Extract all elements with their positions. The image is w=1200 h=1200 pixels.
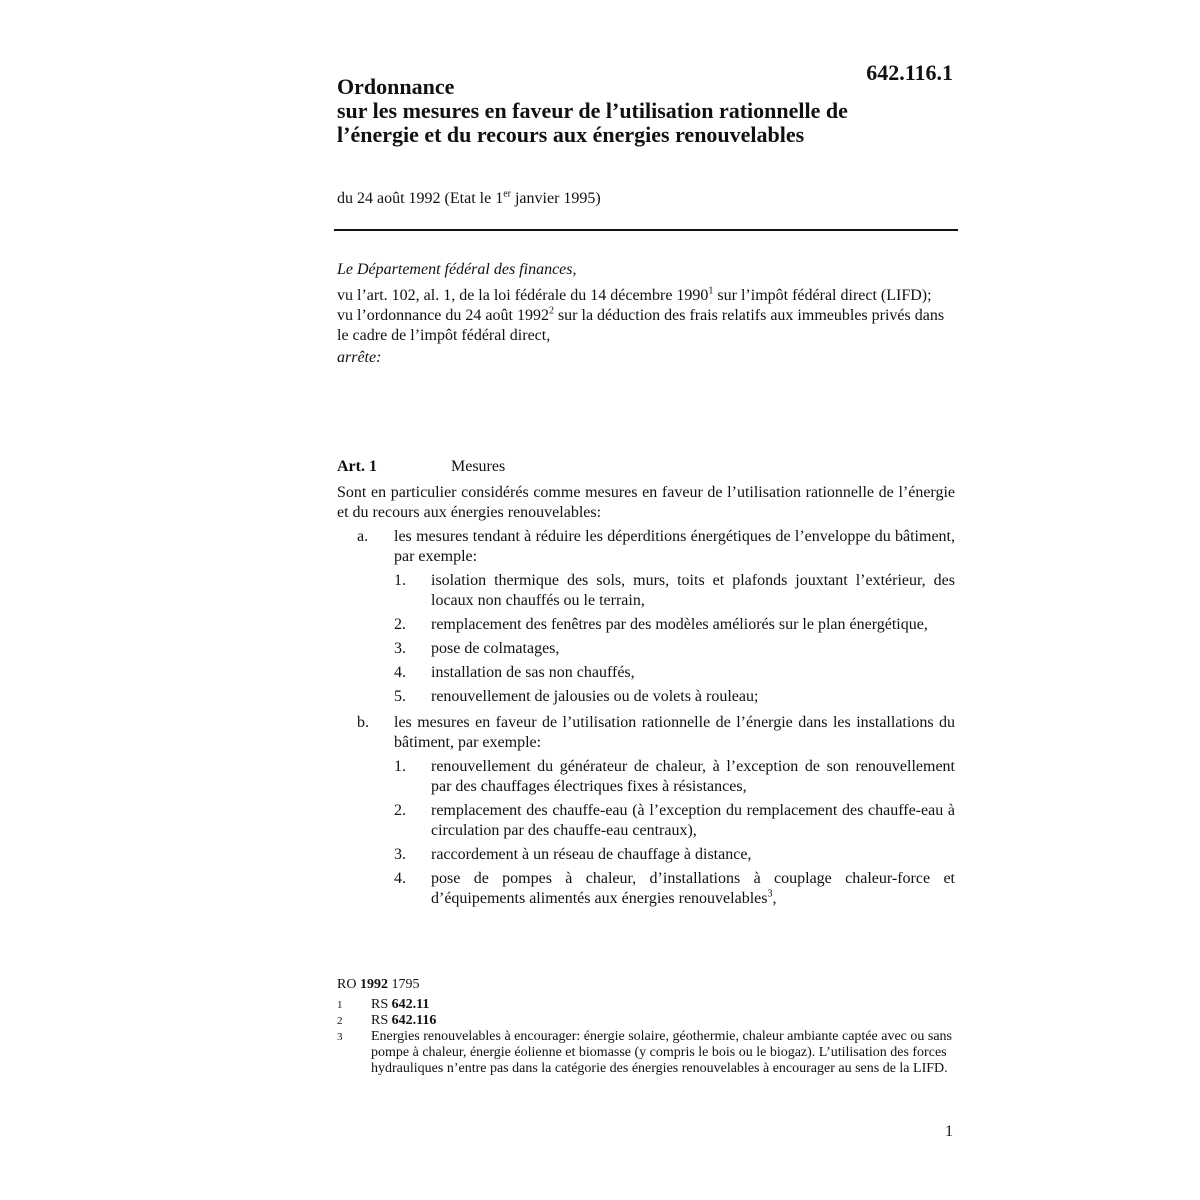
list-item [394, 845, 955, 865]
footnote-prefix: RS [371, 1013, 392, 1028]
footnote-ref-1[interactable]: 1 [708, 285, 714, 297]
footnote-marker: 3 [337, 1031, 343, 1043]
list-item [394, 687, 955, 707]
vu2-text-after: sur la déduction des frais relatifs aux immeubles privés dans le cadre de l’impôt fédéral direct, [337, 307, 945, 344]
date-superscript: er [503, 188, 511, 200]
article-letter-list [337, 527, 955, 909]
list-item [394, 639, 955, 659]
list-item [394, 801, 955, 841]
article-title: Mesures [451, 458, 506, 475]
ro-page: 1795 [387, 977, 420, 992]
date-prefix: du 24 août 1992 (Etat le 1 [337, 190, 504, 207]
ro-prefix: RO [337, 977, 360, 992]
article-number: Art. 1 [337, 458, 377, 475]
page-number: 1 [945, 1123, 953, 1140]
ro-reference [337, 977, 955, 993]
footnote-rs-number: 642.116 [391, 1013, 437, 1028]
list-item-text: les mesures en faveur de l’utilisation rationnelle de l’énergie dans les installations du bâtiment, par exemple: [394, 714, 955, 751]
list-marker: b. [357, 714, 369, 731]
footnote-ref-2[interactable]: 2 [548, 305, 554, 317]
list-marker: 1. [394, 572, 406, 589]
sub-list-b [394, 757, 955, 909]
list-marker: a. [357, 528, 369, 545]
footnote-text [371, 997, 955, 1013]
title-line: l’énergie et du recours aux énergies renouvelables [337, 122, 805, 147]
vu1-text: vu l’art. 102, al. 1, de la loi fédérale du 14 décembre 1990 [337, 287, 709, 304]
list-item-text: renouvellement de jalousies ou de volets à rouleau; [431, 688, 759, 705]
article-intro: Sont en particulier considérés comme mesures en faveur de l’utilisation rationnelle de l’énergie et du recours aux énergies renouvelables: [337, 484, 955, 521]
list-marker: 4. [394, 870, 406, 887]
date-suffix: janvier 1995) [510, 190, 601, 207]
list-marker: 4. [394, 664, 406, 681]
list-marker: 3. [394, 846, 406, 863]
list-item-a [337, 527, 955, 707]
preamble [337, 260, 955, 368]
preamble-vu-1 [337, 286, 955, 306]
preamble-decree: arrête: [337, 349, 382, 366]
footnote-ref-3[interactable]: 3 [767, 888, 773, 900]
list-item [394, 663, 955, 683]
list-item-text [431, 869, 955, 909]
preamble-authority: Le Département fédéral des finances, [337, 261, 577, 278]
list-item-text: installation de sas non chauffés, [431, 664, 635, 681]
list-item-text: les mesures tendant à réduire les déperditions énergétiques de l’enveloppe du bâtiment, par exemple: [394, 528, 955, 565]
list-marker: 3. [394, 640, 406, 657]
list-item-text: isolation thermique des sols, murs, toits et plafonds jouxtant l’extérieur, des locaux non chauffés ou le terrain, [431, 572, 955, 609]
footnote-prefix: RS [371, 997, 392, 1012]
list-item [394, 869, 955, 909]
list-item-text: raccordement à un réseau de chauffage à distance, [431, 846, 752, 863]
document-number: 642.116.1 [866, 60, 953, 85]
list-item [394, 757, 955, 797]
list-item-text: remplacement des fenêtres par des modèles améliorés sur le plan énergétique, [431, 616, 928, 633]
list-item [394, 615, 955, 635]
list-marker: 2. [394, 616, 406, 633]
footnotes [337, 977, 955, 1077]
vu1-text-after: sur l’impôt fédéral direct (LIFD); [713, 287, 932, 304]
list-item-b [337, 713, 955, 909]
preamble-vu-2 [337, 306, 955, 346]
list-item-text-main: pose de pompes à chaleur, d’installations à couplage chaleur-force et d’équipements alimentés aux énergies renouvelables [431, 870, 955, 907]
list-item [394, 571, 955, 611]
title-line: sur les mesures en faveur de l’utilisation rationnelle de [337, 98, 848, 123]
footnote-text [371, 1013, 955, 1029]
ro-year: 1992 [359, 977, 388, 992]
article-heading [337, 457, 955, 479]
list-item-text: pose de colmatages, [431, 640, 560, 657]
sub-list-a [394, 571, 955, 707]
list-item-text-end: , [772, 890, 777, 907]
article-1 [337, 457, 955, 915]
footnote-1 [337, 997, 955, 1013]
list-marker: 1. [394, 758, 406, 775]
document-title [337, 75, 957, 147]
footnote-rs-number: 642.11 [391, 997, 430, 1012]
list-item-text: remplacement des chauffe-eau (à l’exception du remplacement des chauffe-eau à circulation par des chauffe-eau centraux), [431, 802, 955, 839]
title-divider [334, 229, 958, 231]
footnote-marker: 1 [337, 999, 343, 1011]
footnote-marker: 2 [337, 1015, 343, 1027]
list-marker: 2. [394, 802, 406, 819]
footnote-2 [337, 1013, 955, 1029]
date-line [337, 188, 957, 210]
list-marker: 5. [394, 688, 406, 705]
list-item-text: renouvellement du générateur de chaleur, à l’exception de son renouvellement par des chauffages électriques fixes à résistances, [431, 758, 955, 795]
vu2-text: vu l’ordonnance du 24 août 1992 [337, 307, 549, 324]
footnote-text: Energies renouvelables à encourager: énergie solaire, géothermie, chaleur ambiante captée avec ou sans pompe à chaleur, énergie éolienne et biomasse (y compris le bois ou le biogaz). L’utilisation des forces hydrauliques n’entre pas dans la catégorie des énergies renouvelables à encourager au sens de la LIFD. [371, 1029, 952, 1076]
footnote-3 [337, 1029, 955, 1077]
title-line: Ordonnance [337, 74, 455, 99]
